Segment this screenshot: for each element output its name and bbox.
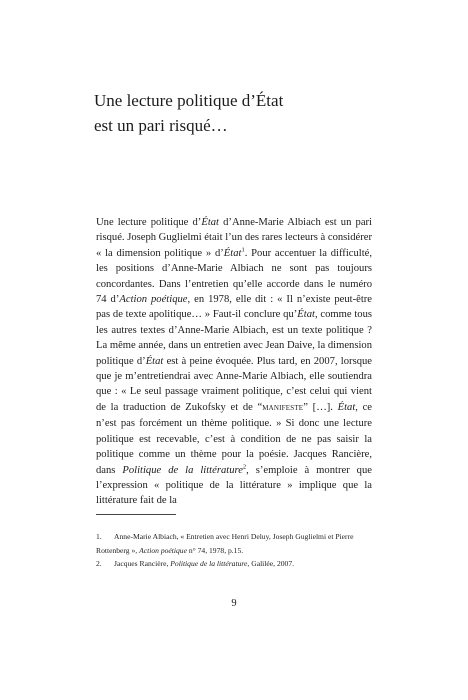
footnote-ref-1[interactable]: 1 [241,246,245,254]
title-etat: État [201,217,219,228]
text-run: , comme tous les autres textes d’Anne-Marie Albiach, est un texte politique ? La même année, dans un entretien avec Jean Daive, la dimension politique d’ [96,309,372,367]
footnote-1 [96,530,386,557]
footnote-title: Politique de la littérature [170,559,248,568]
text-run: Une lecture politique d’ [96,217,202,228]
page-number: 9 [231,598,237,609]
title-etat: État [145,355,164,367]
footnote-text: Jacques Rancière, [114,559,171,568]
text-run: , s’emploie à montrer que l’expression « politique de la littérature » implique que la littérature fait de la [96,464,372,507]
footnote-separator [96,514,176,515]
footnote-number: 1. [96,532,102,541]
chapter-title-line-1: Une lecture politique d’État [94,91,284,110]
text-run: ” […]. [303,401,338,413]
footnote-ref-2[interactable]: 2 [242,462,247,470]
title-etat: État [337,401,356,413]
title-etat: État [223,247,242,259]
text-run: , en 1978, elle dit : « Il n’existe peut-être pas de texte apolitique… » Faut-il conclure qu’ [96,294,373,321]
chapter-title-line-2: est un pari risqué… [94,116,228,135]
body-text [96,215,372,509]
footnote-number: 2. [96,559,102,568]
text-run: , ce n’est pas forcément un thème politique. » Si donc une lecture politique est recevable, c’est à condition de ne pas saisir la politique comme un thème pour la poésie. Jacques Rancière, dans [96,401,372,476]
text-run: est à peine évoquée. Plus tard, en 2007, lorsque que je m’entretiendrai avec Anne-Marie Albiach, elle soutiendra que : « Le seul passage vraiment politique, c’est celui qui vient de la traduction de Zukofsky et de “ [96,355,372,413]
footnote-2 [96,557,386,571]
footnote-text: Anne-Marie Albiach, « Entretien avec Henri Deluy, Joseph Guglielmi et Pierre Rottenberg », [96,532,354,555]
footnote-title: Action poétique [139,545,187,555]
title-etat: État [297,309,315,321]
body-paragraph [96,215,372,509]
manifeste-smallcaps: manifeste [262,402,304,413]
title-politique-litterature: Politique de la littérature [122,464,243,476]
text-run: d’Anne-Marie Albiach est un pari risqué. Joseph Guglielmi était l’un des rares lecteurs à considérer « la dimension politique » d’ [96,217,372,259]
text-run: . Pour accentuer la difficulté, les positions d’Anne-Marie Albiach ne sont pas toujours concordantes. Dans l’entretien qu’elle accorde dans le numéro 74 d’ [96,247,373,306]
footnote-text: , Galilée, 2007. [247,559,295,568]
chapter-title [94,88,394,138]
title-action-poetique: Action poétique [119,294,188,306]
footnote-text: n° 74, 1978, p.15. [186,545,244,555]
footnotes [96,530,386,571]
